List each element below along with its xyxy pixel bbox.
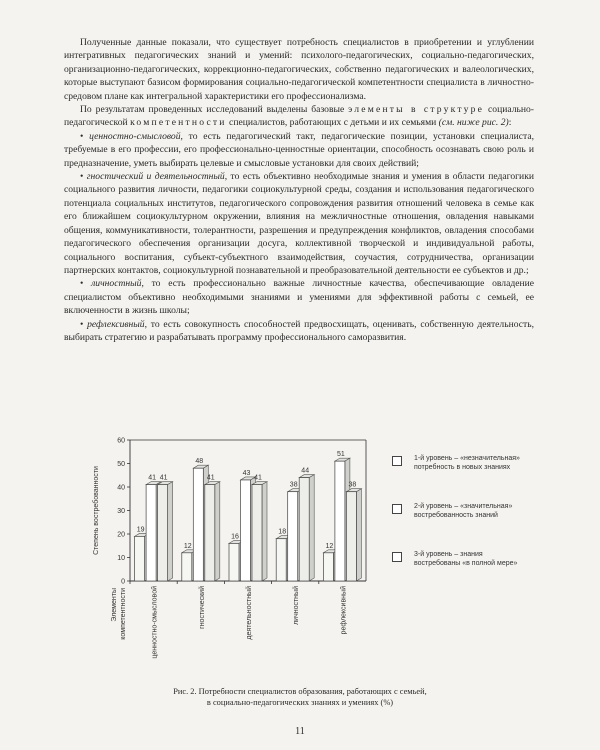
x-axis-label-line: Элементы xyxy=(111,588,118,622)
y-tick-label: 50 xyxy=(117,461,125,468)
bar-value-label: 41 xyxy=(206,474,215,482)
bar-value-label: 51 xyxy=(337,451,345,459)
x-axis-label-line: компетентности xyxy=(120,588,127,640)
bar-value-label: 38 xyxy=(289,481,298,489)
bar-value-label: 12 xyxy=(183,542,192,550)
legend-swatch xyxy=(392,504,402,514)
y-tick-label: 20 xyxy=(117,531,125,539)
bullet-marker: • xyxy=(80,318,84,330)
bullet-marker: • xyxy=(80,171,84,183)
bar-value-label: 12 xyxy=(325,542,334,550)
bar xyxy=(229,543,239,581)
intro-figure-reference: (см. ниже рис. 2) xyxy=(438,117,509,129)
body-text xyxy=(64,36,534,344)
figure-caption xyxy=(140,686,460,708)
x-tick-label: гностический xyxy=(198,586,206,629)
bar xyxy=(276,539,286,581)
intro-text-end: специалистов, работающих с детьми и их семьями xyxy=(226,117,439,129)
bar xyxy=(346,492,356,581)
paragraph-findings: Полученные данные показали, что существует потребность специалистов в приобретении и углублении интегративных педагогических знаний и умений: психолого-педагогических, социально-педагогических, организационно-педагогических, коррекционно-педагогических, собственно педагогических и валеологических, которые выступают базисом формирования социально-педагогической компетентности специалиста в личностно-средовом плане как интегральной характеристики его профессионализма. xyxy=(64,37,534,102)
bar-value-label: 18 xyxy=(278,528,287,536)
bar-side-face xyxy=(168,482,173,581)
x-tick-label: личностный xyxy=(293,586,301,625)
definition-reflexive: , то есть совокупность способностей предвосхищать, оценивать, собственную деятельность, выбирать стратегию и разрабатывать программу профессионального саморазвития. xyxy=(64,318,534,343)
bar xyxy=(193,468,203,581)
bar-value-label: 41 xyxy=(148,474,156,482)
paragraph-value-component xyxy=(64,130,534,170)
bullet-marker: • xyxy=(80,130,84,142)
y-tick-label: 10 xyxy=(117,555,125,562)
bar-chart xyxy=(0,432,600,682)
term-gnostic: гностический и деятельностный xyxy=(86,171,225,183)
intro-spaced-elements: элементы в структуре xyxy=(348,104,485,116)
bar-side-face xyxy=(215,482,220,581)
paragraph-personal-component xyxy=(64,277,534,317)
bar xyxy=(323,553,333,581)
bar-value-label: 43 xyxy=(242,469,251,477)
bar-value-label: 16 xyxy=(231,533,239,541)
paragraph-gnostic-component xyxy=(64,170,534,277)
bar xyxy=(182,553,192,581)
bar-value-label: 38 xyxy=(348,481,357,489)
bar-value-label: 19 xyxy=(136,526,145,534)
legend-label: 3-й уровень – знания востребованы «в полной мере» xyxy=(414,551,518,567)
bar xyxy=(288,492,298,581)
y-tick-label: 0 xyxy=(121,578,125,586)
definition-value: , то есть педагогический такт, педагогические позиции, установки специалиста, требуемые в его профессии, его профессионально-ценностные ориентации, способность осознавать свою роль и предназначение, уметь выбирать целевые и смысловые установки для своих действий; xyxy=(64,130,535,169)
intro-text-start: По результатам проведенных исследований выделены базовые xyxy=(80,104,349,116)
bar-value-label: 44 xyxy=(301,467,310,475)
x-axis-label xyxy=(111,588,127,640)
paragraph-elements-intro xyxy=(64,103,534,130)
x-tick-label: ценностно-смысловой xyxy=(151,586,159,659)
bar xyxy=(205,485,215,581)
x-tick-label: рефлексивный xyxy=(340,586,348,635)
bar-side-face xyxy=(262,482,267,581)
bar-value-label: 41 xyxy=(254,474,262,482)
y-tick-label: 40 xyxy=(117,484,125,492)
definition-personal: , то есть профессионально важные личностные качества, обеспечивающие овладение специалистом объективно необходимыми знаниями и умениями для эффективной работы с семьей, ее включенности в жизнь школы; xyxy=(64,278,534,317)
legend-label: 1-й уровень – «незначительная» потребность в новых знаниях xyxy=(414,455,520,471)
caption-line-1: Рис. 2. Потребности специалистов образования, работающих с семьей, xyxy=(173,687,427,696)
term-reflexive: рефлексивный xyxy=(87,318,145,330)
legend-swatch xyxy=(392,552,402,562)
bar xyxy=(146,485,156,581)
legend-swatch xyxy=(392,456,402,466)
bullet-marker: • xyxy=(80,278,84,290)
y-tick-label: 60 xyxy=(117,437,125,445)
intro-colon: : xyxy=(508,117,512,129)
bar-side-face xyxy=(356,489,361,581)
bar xyxy=(241,480,251,581)
term-value: ценностно-смысловой xyxy=(89,130,181,142)
y-tick-label: 30 xyxy=(117,508,125,515)
intro-spaced-competence: компетентности xyxy=(130,117,227,129)
bar xyxy=(252,485,262,581)
x-tick-label: деятельностный xyxy=(246,586,253,640)
bar-value-label: 48 xyxy=(195,458,204,466)
bar xyxy=(135,536,145,581)
bar-value-label: 41 xyxy=(159,474,168,482)
term-personal: личностный xyxy=(91,278,142,290)
caption-line-2: в социально-педагогических знаниях и умениях (%) xyxy=(206,698,394,707)
bar xyxy=(299,478,309,581)
legend-label: 2-й уровень – «значительная» востребованность знаний xyxy=(414,503,513,519)
bar-side-face xyxy=(309,475,314,581)
bar xyxy=(158,485,168,581)
paragraph-reflexive-component xyxy=(64,318,534,345)
y-axis-label: Степень востребованности xyxy=(93,466,100,555)
bar xyxy=(335,461,345,581)
page-number: 11 xyxy=(295,726,305,737)
definition-gnostic: , то есть объективно необходимые знания и умения в области педагогики социального развития личности, педагогики социокультурной среды, создания и использования педагогического потенциала социальных институтов, педагогического сопровождения развития отношений человека в семье как его ближайшем социокультурном окружении, влияния на межличностные отношения, овладения навыками общения, коммуникативности, толерантности, разрешения и предупреждения конфликтов, овладения способами педагогического обеспечения организации досуга, коллективной творческой и индивидуальной работы, социального воспитания, субъект-субъектного взаимодействия, соучастия, сотрудничества, организации партнерских контактов, социокультурной познавательной и преобразовательной деятельности ее субъектов и др.; xyxy=(64,171,534,276)
intro-text-middle: социально-педагогической xyxy=(64,104,534,129)
